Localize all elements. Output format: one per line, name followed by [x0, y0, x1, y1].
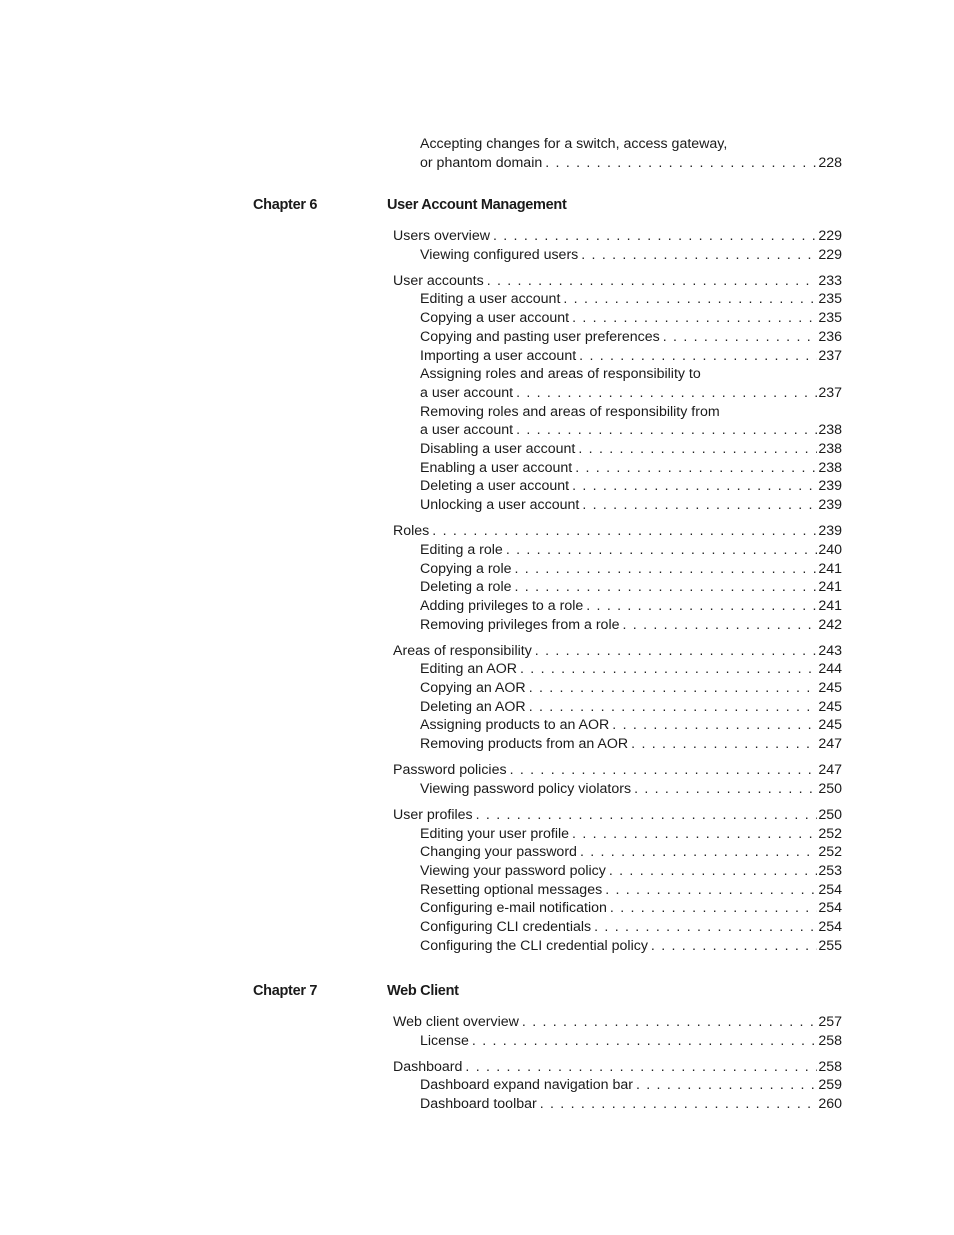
- dot-leader: [432, 522, 817, 540]
- toc-entry-page: 240: [818, 541, 842, 558]
- toc-entry-title: Editing a role: [420, 541, 503, 558]
- toc-entry-title: Web client overview: [393, 1014, 519, 1030]
- toc-subsection-entry[interactable]: [420, 328, 842, 346]
- toc-entry-title: Disabling a user account: [420, 441, 576, 457]
- toc-section-entry[interactable]: [393, 272, 842, 290]
- toc-subsection-entry[interactable]: [420, 541, 842, 559]
- toc-entry-page: 238: [818, 441, 842, 457]
- dot-leader: [493, 227, 817, 245]
- toc-entry-page: 258: [818, 1058, 842, 1075]
- toc-entry-title: Removing products from an AOR: [420, 736, 629, 753]
- toc-subsection-entry[interactable]: [420, 440, 842, 458]
- toc-entry-page: 235: [818, 291, 842, 308]
- dot-leader: [579, 347, 817, 365]
- toc-entry-page: 241: [818, 597, 842, 614]
- toc-entry-page: 245: [818, 717, 842, 734]
- dot-leader: [663, 328, 818, 346]
- dot-leader: [636, 1076, 817, 1094]
- dot-leader: [634, 780, 817, 798]
- dot-leader: [563, 290, 817, 308]
- toc-entry-page: 237: [818, 347, 842, 364]
- toc-entry-page: 245: [818, 698, 842, 715]
- chapter-number: Chapter 7: [253, 983, 318, 999]
- chapter-title[interactable]: Web Client: [387, 983, 459, 999]
- toc-entry-page: 243: [818, 642, 842, 659]
- dot-leader: [572, 825, 817, 843]
- toc-entry-page: 242: [818, 616, 842, 633]
- toc-entry[interactable]: [420, 154, 842, 172]
- toc-entry-title: Editing your user profile: [420, 825, 570, 842]
- toc-entry-title: Dashboard: [393, 1058, 463, 1075]
- toc-entry-page: 254: [818, 919, 842, 935]
- dot-leader: [545, 154, 817, 172]
- toc-entry-continued-line: Accepting changes for a switch, access gateway,: [420, 136, 728, 152]
- toc-subsection-entry[interactable]: [420, 459, 842, 477]
- toc-entry-page: 228: [818, 155, 842, 171]
- toc-entry-continued-line: Assigning roles and areas of responsibility to: [420, 366, 701, 383]
- dot-leader: [515, 578, 818, 596]
- toc-entry-title: User accounts: [393, 272, 484, 289]
- toc-entry-title: User profiles: [393, 806, 473, 823]
- toc-entry-title: Copying an AOR: [420, 680, 526, 696]
- toc-entry-title: Areas of responsibility: [393, 642, 532, 659]
- toc-entry-page: 237: [818, 384, 842, 401]
- toc-entry-title: Assigning products to an AOR: [420, 717, 610, 734]
- dot-leader: [582, 496, 817, 514]
- toc-subsection-entry[interactable]: [420, 899, 842, 917]
- toc-entry-page: 233: [818, 272, 842, 289]
- toc-entry-page: 229: [818, 228, 842, 244]
- toc-entry-title: Dashboard expand navigation bar: [420, 1077, 633, 1094]
- toc-entry-page: 255: [818, 937, 842, 954]
- toc-entry-page: 238: [818, 459, 842, 476]
- toc-entry-title: Copying a role: [420, 560, 512, 577]
- dot-leader: [580, 843, 817, 861]
- dot-leader: [529, 698, 818, 716]
- dot-leader: [612, 716, 817, 734]
- toc-subsection-entry[interactable]: [420, 578, 842, 596]
- toc-entry-title: Unlocking a user account: [420, 497, 580, 514]
- toc-subsection-entry[interactable]: [420, 825, 842, 843]
- toc-subsection-entry[interactable]: [420, 309, 842, 327]
- dot-leader: [651, 937, 817, 955]
- toc-subsection-entry[interactable]: [420, 1032, 842, 1050]
- toc-entry-page: 260: [818, 1096, 842, 1113]
- dot-leader: [529, 679, 818, 697]
- dot-leader: [572, 309, 817, 327]
- toc-subsection-entry[interactable]: [420, 246, 842, 264]
- toc-section-entry[interactable]: [393, 806, 842, 824]
- dot-leader: [522, 1013, 817, 1031]
- toc-entry-page: 250: [818, 806, 842, 823]
- toc-entry-page: 247: [818, 762, 842, 779]
- toc-entry-page: 241: [818, 579, 842, 596]
- toc-subsection-entry[interactable]: [420, 862, 842, 880]
- dot-leader: [572, 477, 817, 495]
- dot-leader: [515, 560, 818, 578]
- toc-subsection-entry[interactable]: [420, 660, 842, 678]
- toc-entry-page: 257: [818, 1014, 842, 1030]
- toc-entry-title: Viewing password policy violators: [420, 780, 632, 797]
- toc-subsection-entry[interactable]: [420, 1076, 842, 1094]
- toc-subsection-entry[interactable]: [420, 843, 842, 861]
- toc-entry-title: Editing a user account: [420, 291, 561, 308]
- toc-subsection-entry[interactable]: [420, 735, 842, 753]
- toc-section-entry[interactable]: [393, 1058, 842, 1076]
- toc-section-entry[interactable]: [393, 761, 842, 779]
- dot-leader: [578, 440, 817, 458]
- toc-subsection-entry[interactable]: [420, 421, 842, 439]
- chapter-title[interactable]: User Account Management: [387, 197, 567, 213]
- dot-leader: [506, 541, 818, 559]
- toc-subsection-entry[interactable]: [420, 1095, 842, 1113]
- toc-entry-title: Dashboard toolbar: [420, 1096, 537, 1113]
- toc-subsection-entry[interactable]: [420, 937, 842, 955]
- toc-entry-page: 241: [818, 560, 842, 577]
- dot-leader: [586, 597, 817, 615]
- toc-entry-page: 236: [818, 328, 842, 345]
- toc-section-entry[interactable]: [393, 522, 842, 540]
- toc-section-entry[interactable]: [393, 227, 842, 245]
- dot-leader: [472, 1032, 817, 1050]
- chapter-number: Chapter 6: [253, 197, 318, 213]
- toc-entry-page: 235: [818, 310, 842, 327]
- dot-leader: [516, 384, 817, 402]
- dot-leader: [623, 616, 818, 634]
- toc-subsection-entry[interactable]: [420, 716, 842, 734]
- dot-leader: [610, 899, 817, 917]
- toc-entry-page: 229: [818, 246, 842, 263]
- toc-entry-title: or phantom domain: [420, 155, 543, 171]
- toc-entry-page: 239: [818, 523, 842, 540]
- dot-leader: [540, 1095, 818, 1113]
- toc-entry-title: Viewing configured users: [420, 246, 579, 263]
- toc-subsection-entry[interactable]: [420, 477, 842, 495]
- toc-entry-title: Resetting optional messages: [420, 881, 603, 898]
- toc-entry-page: 239: [818, 497, 842, 514]
- dot-leader: [520, 660, 817, 678]
- toc-subsection-entry[interactable]: [420, 616, 842, 634]
- toc-section-entry[interactable]: [393, 1013, 842, 1031]
- toc-entry-title: Adding privileges to a role: [420, 597, 584, 614]
- toc-entry-page: 250: [818, 780, 842, 797]
- dot-leader: [594, 918, 817, 936]
- toc-entry-page: 252: [818, 825, 842, 842]
- toc-subsection-entry[interactable]: [420, 918, 842, 936]
- dot-leader: [605, 881, 817, 899]
- dot-leader: [535, 642, 818, 660]
- toc-entry-title: Copying and pasting user preferences: [420, 328, 660, 345]
- toc-entry-title: License: [420, 1032, 469, 1049]
- toc-entry-title: Users overview: [393, 228, 490, 244]
- toc-subsection-entry[interactable]: [420, 698, 842, 716]
- toc-subsection-entry[interactable]: [420, 780, 842, 798]
- toc-entry-title: Deleting a user account: [420, 478, 570, 495]
- toc-entry-title: Configuring the CLI credential policy: [420, 937, 648, 954]
- dot-leader: [516, 421, 817, 439]
- toc-entry-page: 254: [818, 900, 842, 917]
- toc-subsection-entry[interactable]: [420, 560, 842, 578]
- dot-leader: [487, 272, 818, 290]
- toc-entry-page: 253: [818, 862, 842, 879]
- toc-subsection-entry[interactable]: [420, 597, 842, 615]
- toc-entry-title: Roles: [393, 523, 430, 540]
- toc-entry-title: Editing an AOR: [420, 661, 518, 678]
- toc-section-entry[interactable]: [393, 642, 842, 660]
- toc-entry-page: 254: [818, 881, 842, 898]
- toc-entry-title: Deleting an AOR: [420, 698, 526, 715]
- toc-entry-continued-line: Removing roles and areas of responsibility from: [420, 403, 720, 420]
- toc-entry-title: Changing your password: [420, 844, 577, 861]
- toc-entry-title: Copying a user account: [420, 310, 570, 327]
- dot-leader: [510, 761, 818, 779]
- toc-entry-page: 245: [818, 680, 842, 696]
- toc-entry-title: Password policies: [393, 762, 507, 779]
- toc-entry-page: 258: [818, 1032, 842, 1049]
- dot-leader: [581, 246, 817, 264]
- toc-entry-page: 239: [818, 478, 842, 495]
- toc-subsection-entry[interactable]: [420, 347, 842, 365]
- toc-entry-page: 238: [818, 422, 842, 439]
- toc-entry-title: Removing privileges from a role: [420, 616, 620, 633]
- dot-leader: [575, 459, 817, 477]
- toc-subsection-entry[interactable]: [420, 290, 842, 308]
- toc-entry-title: Importing a user account: [420, 347, 577, 364]
- toc-entry-title: Configuring CLI credentials: [420, 919, 592, 935]
- toc-entry-title: Configuring e-mail notification: [420, 900, 607, 917]
- dot-leader: [476, 806, 818, 824]
- toc-entry-page: 247: [818, 736, 842, 753]
- toc-entry-title: a user account: [420, 422, 514, 439]
- toc-entry-title: a user account: [420, 384, 514, 401]
- toc-subsection-entry[interactable]: [420, 496, 842, 514]
- toc-entry-page: 259: [818, 1077, 842, 1094]
- toc-entry-title: Enabling a user account: [420, 459, 573, 476]
- dot-leader: [465, 1058, 817, 1076]
- toc-subsection-entry[interactable]: [420, 679, 842, 697]
- toc-subsection-entry[interactable]: [420, 881, 842, 899]
- toc-entry-title: Deleting a role: [420, 579, 512, 596]
- toc-entry-title: Viewing your password policy: [420, 862, 606, 879]
- toc-subsection-entry[interactable]: [420, 384, 842, 402]
- toc-entry-page: 252: [818, 844, 842, 861]
- dot-leader: [609, 862, 817, 880]
- dot-leader: [631, 735, 817, 753]
- toc-entry-page: 244: [818, 661, 842, 678]
